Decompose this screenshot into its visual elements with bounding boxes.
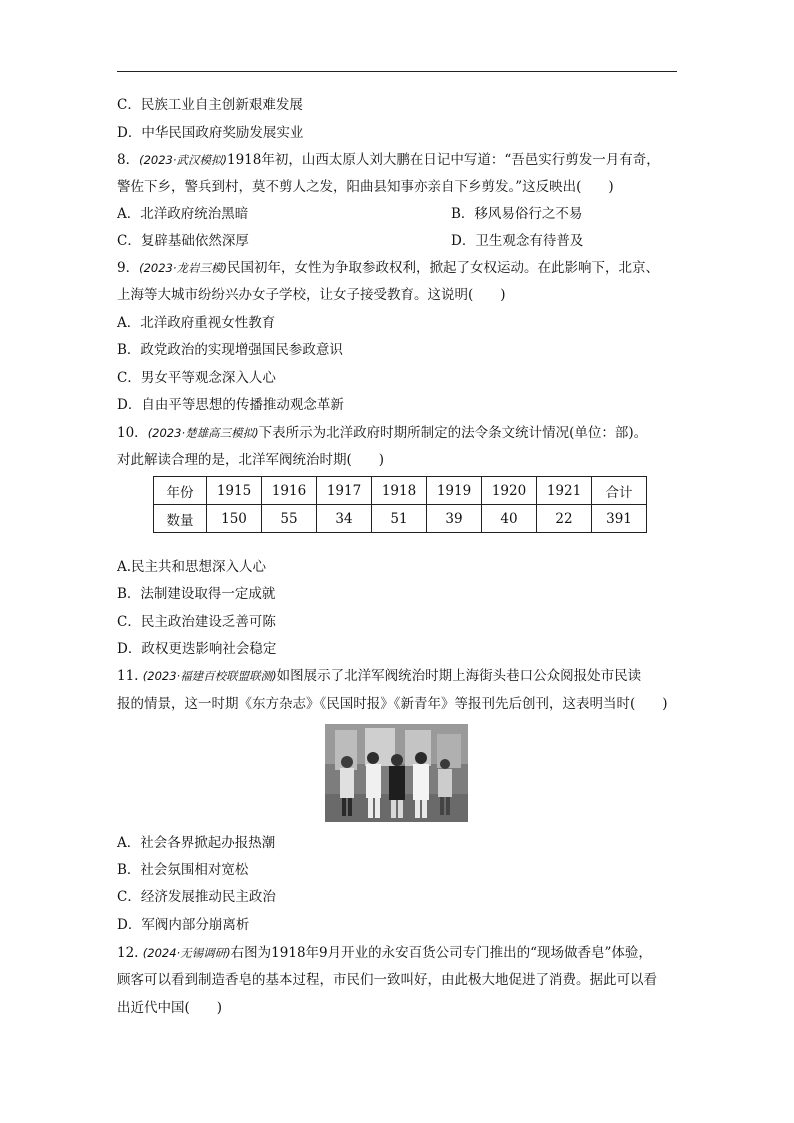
table-cell: 40: [482, 505, 537, 533]
q8-stem-text: 1918年初，山西太原人刘大鹏在日记中写道：“吾邑实行剪发一月有奇，: [227, 152, 660, 168]
q9-option-c: C．男女平等观念深入人心: [117, 370, 276, 386]
table-cell: 合计: [592, 477, 647, 505]
q12-source: (2024·无锡调研): [142, 946, 231, 960]
q8-option-b: B．移风易俗行之不易: [451, 206, 583, 222]
q11-option-d: D．军阀内部分崩离析: [117, 917, 250, 933]
q8-source: (2023·武汉模拟): [139, 153, 227, 167]
q8-option-d: D．卫生观念有待普及: [451, 233, 584, 249]
q9-option-d: D．自由平等思想的传播推动观念革新: [117, 397, 344, 413]
q10-number: 10．: [117, 425, 148, 441]
q10-stem-line-1: [117, 424, 647, 442]
table-header-row: [154, 477, 647, 505]
table-cell: 1920: [482, 477, 537, 505]
q10-source: (2023·楚雄高三模拟): [147, 426, 259, 440]
q12-stem-text: 右图为1918年9月开业的永安百货公司专门推出的“现场做香皂”体验，: [230, 945, 652, 961]
q11-number: 11.: [117, 668, 143, 684]
header-rule: [117, 71, 677, 72]
q12-stem-line-2: 顾客可以看到制造香皂的基本过程，市民们一致叫好，由此极大地促进了消费。据此可以看: [117, 972, 657, 988]
q8-stem-line-2: 警佐下乡，警兵到村，莫不剪人之发，阳曲县知事亦亲自下乡剪发。”这反映出( ): [117, 179, 614, 195]
table-cell: 55: [262, 505, 317, 533]
table-cell: 22: [537, 505, 592, 533]
q12-stem-line-1: [117, 944, 652, 962]
q9-stem-text: 民国初年，女性为争取参政权利，掀起了女权运动。在此影响下，北京、: [227, 260, 659, 276]
q8-options-row-1: [117, 205, 583, 223]
q7-option-d: D．中华民国政府奖励发展实业: [117, 125, 304, 141]
q11-source: (2023·福建百校联盟联测): [142, 669, 277, 683]
table-cell: 1919: [427, 477, 482, 505]
q10-option-b: B．法制建设取得一定成就: [117, 586, 276, 602]
q9-source: (2023·龙岩三模): [139, 261, 227, 275]
q12-stem-line-3: 出近代中国( ): [117, 1000, 223, 1016]
table-cell: 1918: [372, 477, 427, 505]
q12-number: 12.: [117, 945, 143, 961]
table-cell: 51: [372, 505, 427, 533]
q10-stem-text: 下表所示为北洋政府时期所制定的法令条文统计情况(单位：部)。: [258, 425, 648, 441]
q9-option-b: B．政党政治的实现增强国民参政意识: [117, 342, 343, 358]
q8-stem-line-1: [117, 151, 660, 169]
table-data-row: [154, 505, 647, 533]
table-cell: 1917: [317, 477, 372, 505]
q9-stem-line-1: [117, 259, 659, 277]
table-cell: 391: [592, 505, 647, 533]
q9-option-a: A．北洋政府重视女性教育: [117, 315, 276, 331]
q11-stem-line-1: [117, 667, 641, 685]
table-cell: 1915: [207, 477, 262, 505]
q8-option-c: C．复辟基础依然深厚: [117, 233, 249, 249]
newspaper-reading-photo: [325, 724, 468, 822]
table-cell: 39: [427, 505, 482, 533]
table-cell: 1916: [262, 477, 317, 505]
q7-option-c: C．民族工业自主创新艰难发展: [117, 97, 303, 113]
q8-number: 8．: [117, 152, 140, 168]
table-cell: 1921: [537, 477, 592, 505]
q9-number: 9．: [117, 260, 140, 276]
q10-option-d: D．政权更迭影响社会稳定: [117, 641, 277, 657]
q11-option-a: A．社会各界掀起办报热潮: [117, 835, 276, 851]
q9-stem-line-2: 上海等大城市纷纷兴办女子学校，让女子接受教育。这说明( ): [117, 287, 506, 303]
q8-options-row-2: [117, 232, 584, 250]
photo-illustration: [325, 724, 468, 822]
q8-option-a: A．北洋政府统治黑暗: [117, 206, 249, 222]
q11-stem-text: 如图展示了北洋军阀统治时期上海街头巷口公众阅报处市民读: [276, 668, 642, 684]
table-cell: 34: [317, 505, 372, 533]
q11-option-b: B．社会氛围相对宽松: [117, 862, 249, 878]
q10-stem-line-2: 对此解读合理的是，北洋军阀统治时期( ): [117, 452, 385, 468]
table-cell: 150: [207, 505, 262, 533]
q10-option-a: A.民主共和思想深入人心: [117, 559, 267, 575]
q11-option-c: C．经济发展推动民主政治: [117, 889, 276, 905]
statute-count-table: [153, 476, 647, 533]
table-cell: 数量: [154, 505, 207, 533]
q11-stem-line-2: 报的情景，这一时期《东方杂志》《民国时报》《新青年》等报刊先后创刊，这表明当时( ): [117, 696, 668, 712]
table-cell: 年份: [154, 477, 207, 505]
q10-option-c: C．民主政治建设乏善可陈: [117, 614, 276, 630]
